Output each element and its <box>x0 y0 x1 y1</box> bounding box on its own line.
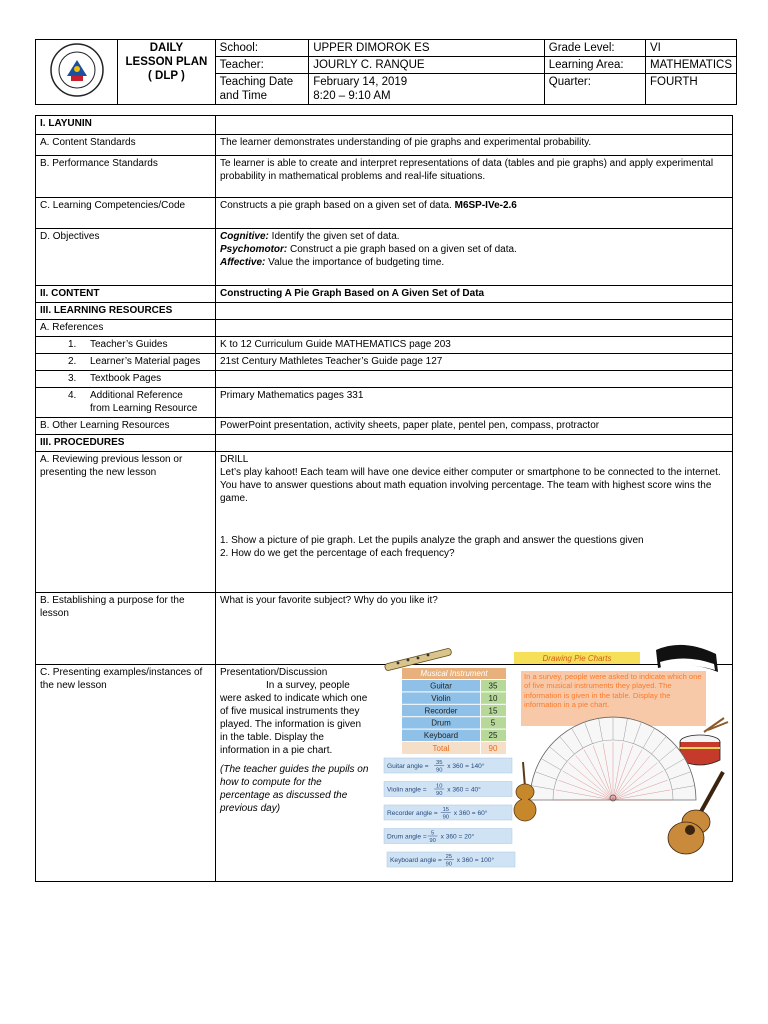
content-text: Constructing A Pie Graph Based on A Given Set of Data <box>216 286 733 303</box>
frequency-table <box>402 668 506 754</box>
date-label-line-2: and Time <box>219 90 267 102</box>
date-label <box>215 74 309 105</box>
pie-chart-lesson-illustration <box>378 642 733 868</box>
grade-level-value: VI <box>646 40 737 57</box>
other-resources-text: PowerPoint presentation, activity sheets, paper plate, pentel pen, compass, protractor <box>216 418 733 435</box>
drill-title: DRILL <box>220 454 249 465</box>
drill-question-2: 2. How do we get the percentage of each frequency? <box>220 548 455 559</box>
ref-additional-text: Primary Mathematics pages 331 <box>216 388 733 418</box>
ref4-label-line-2: from Learning Resource <box>90 403 198 414</box>
deped-seal-icon <box>47 42 107 98</box>
performance-standards-label: B. Performance Standards <box>36 156 216 198</box>
recorder-icon <box>384 648 452 671</box>
ref2-number: 2. <box>68 356 77 367</box>
ref-textbook-empty <box>216 371 733 388</box>
date-value <box>309 74 545 105</box>
procedure-a-label: A. Reviewing previous lesson or presenting the new lesson <box>36 452 216 593</box>
keyboard-icon <box>656 645 718 672</box>
school-label: School: <box>215 40 309 57</box>
learning-area-value: MATHEMATICS <box>646 57 737 74</box>
dlp-title-line-3: ( DLP ) <box>148 70 185 82</box>
table-title: Musical Instrument <box>420 669 488 678</box>
ref1-label: Teacher’s Guides <box>90 339 168 350</box>
ref-learners-material-label <box>36 354 216 371</box>
drill-question-1: 1. Show a picture of pie graph. Let the pupils analyze the graph and answer the questions given <box>220 535 644 546</box>
ref-teachers-guide-label <box>36 337 216 354</box>
table-instrument-name: Violin <box>431 693 451 703</box>
presentation-title: Presentation/Discussion <box>220 667 328 678</box>
angle-denominator: 90 <box>429 838 436 844</box>
ref-teachers-guide-text: K to 12 Curriculum Guide MATHEMATICS page 203 <box>216 337 733 354</box>
table-instrument-name: Recorder <box>424 706 458 716</box>
angle-result: x 360 = 100° <box>456 857 495 864</box>
other-resources-label: B. Other Learning Resources <box>36 418 216 435</box>
objective-cognitive-text: Identify the given set of data. <box>271 231 400 242</box>
angle-result: x 360 = 20° <box>440 833 475 841</box>
header-table <box>35 39 737 105</box>
angle-label: Recorder angle = <box>387 810 438 817</box>
angle-label: Drum angle = <box>387 833 427 841</box>
objectives-label: D. Objectives <box>36 229 216 286</box>
competencies-text: Constructs a pie graph based on a given set of data. <box>220 200 452 211</box>
ref-textbook-label <box>36 371 216 388</box>
dlp-title-line-1: DAILY <box>149 42 184 54</box>
angle-numerator: 25 <box>445 854 453 861</box>
objective-cognitive <box>220 230 728 243</box>
dlp-title <box>118 40 215 105</box>
objectives-cell <box>216 229 733 286</box>
objective-affective <box>220 256 728 269</box>
table-instrument-value: 15 <box>488 706 498 716</box>
layunin-heading: I. LAYUNIN <box>36 116 216 135</box>
angle-result: x 360 = 60° <box>453 810 488 817</box>
content-heading: II. CONTENT <box>36 286 216 303</box>
objective-psychomotor-text: Construct a pie graph based on a given set of data. <box>290 244 517 255</box>
dlp-title-line-2: LESSON PLAN <box>125 56 208 68</box>
table-instrument-value: 5 <box>490 718 496 728</box>
angle-denominator: 90 <box>442 814 450 821</box>
angle-result: x 360 = 40° <box>447 786 481 794</box>
table-instrument-value: 25 <box>488 731 498 741</box>
objective-psychomotor-label: Psychomotor: <box>220 244 288 255</box>
ref3-label: Textbook Pages <box>90 373 162 384</box>
objective-cognitive-label: Cognitive: <box>220 231 269 242</box>
table-total-value: 90 <box>488 744 498 753</box>
ref3-number: 3. <box>68 373 77 384</box>
ref4-label-line-1: Additional Reference <box>90 390 183 401</box>
angle-denominator: 90 <box>445 861 453 868</box>
competency-code: M6SP-IVe-2.6 <box>454 200 517 211</box>
table-instrument-name: Drum <box>431 718 451 728</box>
ref4-number: 4. <box>68 390 77 401</box>
teacher-note: (The teacher guides the pupils on how to compute for the percentage as discussed the previous day) <box>220 764 369 814</box>
angle-denominator: 90 <box>435 791 443 797</box>
procedure-b-label: B. Establishing a purpose for the lesson <box>36 593 216 665</box>
ref1-number: 1. <box>68 339 77 350</box>
angle-numerator: 15 <box>442 807 450 814</box>
teacher-value: JOURLY C. RANQUE <box>309 57 545 74</box>
angle-formulas <box>384 758 515 868</box>
teaching-date: February 14, 2019 <box>313 76 408 88</box>
competencies-cell <box>216 198 733 229</box>
objective-psychomotor <box>220 243 728 256</box>
procedures-empty <box>216 435 733 452</box>
table-instrument-value: 10 <box>488 693 498 703</box>
layunin-empty <box>216 116 733 135</box>
date-label-line-1: Teaching Date <box>219 76 294 88</box>
objective-affective-text: Value the importance of budgeting time. <box>268 257 445 268</box>
table-instrument-name: Guitar <box>430 681 452 691</box>
angle-numerator: 10 <box>435 783 443 790</box>
violin-icon <box>514 762 536 821</box>
presentation-text: were asked to indicate which one of five musical instruments they played. The information is given in the table. Display the information in a pie chart. <box>220 693 368 756</box>
objective-affective-label: Affective: <box>220 257 266 268</box>
quarter-label: Quarter: <box>544 74 645 105</box>
competencies-label: C. Learning Competencies/Code <box>36 198 216 229</box>
table-instrument-value: 35 <box>488 681 498 691</box>
banner-title: Drawing Pie Charts <box>542 654 612 663</box>
protractor-icon <box>530 717 696 801</box>
procedure-a-cell <box>216 452 733 593</box>
teacher-label: Teacher: <box>215 57 309 74</box>
references-empty <box>216 320 733 337</box>
angle-result: x 360 = 140° <box>447 763 485 770</box>
drill-text: Let’s play kahoot! Each team will have one device either computer or smartphone to be connected to the internet. You have to answer questions about math equation involving percentage. The team with highest score wins the game. <box>220 467 721 504</box>
content-standards-text: The learner demonstrates understanding of pie graphs and experimental probability. <box>216 135 733 156</box>
content-standards-label: A. Content Standards <box>36 135 216 156</box>
learning-resources-empty <box>216 303 733 320</box>
procedure-b-text: What is your favorite subject? Why do you like it? <box>216 593 733 665</box>
angle-label: Violin angle = <box>387 786 427 794</box>
learning-resources-heading: III. LEARNING RESOURCES <box>36 303 216 320</box>
angle-denominator: 90 <box>435 767 443 774</box>
references-label: A. References <box>36 320 216 337</box>
procedures-heading: III. PROCEDURES <box>36 435 216 452</box>
presentation-text-line-1: In a survey, people <box>266 680 350 691</box>
angle-numerator: 5 <box>430 830 435 837</box>
ref2-label: Learner’s Material pages <box>90 356 201 367</box>
grade-level-label: Grade Level: <box>544 40 645 57</box>
table-total-label: Total <box>432 744 450 753</box>
teaching-time: 8:20 – 9:10 AM <box>313 90 391 102</box>
table-rows <box>402 680 506 741</box>
angle-label: Keyboard angle = <box>390 857 442 864</box>
procedure-c-label: C. Presenting examples/instances of the new lesson <box>36 665 216 882</box>
callout-text: In a survey, people were asked to indicate which one of five musical instruments they played. The information is given in the table. Display the information in a pie chart. <box>524 672 702 709</box>
quarter-value: FOURTH <box>646 74 737 105</box>
angle-label: Guitar angle = <box>387 763 429 770</box>
learning-area-label: Learning Area: <box>544 57 645 74</box>
school-value: UPPER DIMOROK ES <box>309 40 545 57</box>
ref-additional-label <box>36 388 216 418</box>
table-instrument-name: Keyboard <box>423 731 459 741</box>
deped-seal <box>36 40 118 105</box>
angle-numerator: 35 <box>435 760 443 767</box>
performance-standards-text: Te learner is able to create and interpret representations of data (tables and pie graphs) and apply experimental probability in mathematical problems and real-life situations. <box>216 156 733 198</box>
ref-learners-material-text: 21st Century Mathletes Teacher’s Guide page 127 <box>216 354 733 371</box>
